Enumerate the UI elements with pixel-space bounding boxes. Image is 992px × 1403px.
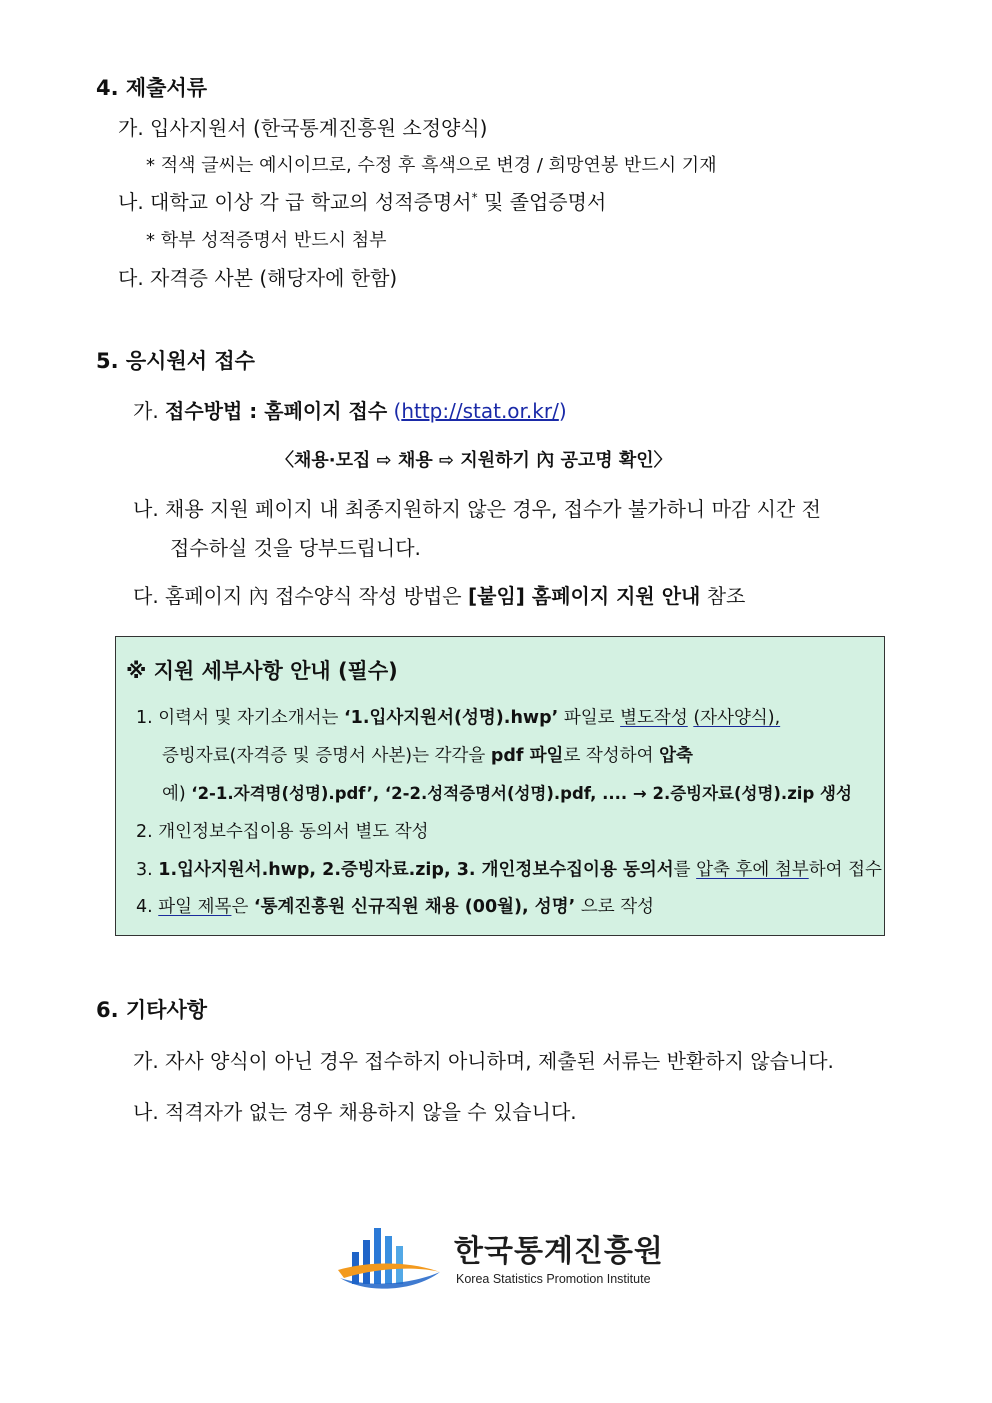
kospi-logo [336, 1222, 666, 1297]
paren-open: ( [393, 399, 402, 423]
section-4-note-na: * 학부 성적증명서 반드시 첨부 [146, 230, 387, 251]
item-na-tail: 및 졸업증명서 [477, 190, 607, 214]
l5-c: 를 [673, 860, 697, 880]
section-5-item-na-line1: 나. 채용 지원 페이지 내 최종지원하지 않은 경우, 접수가 불가하니 마감 시간 전 [133, 497, 821, 521]
l1-c: 파일로 [558, 708, 621, 728]
l3-b: ‘2-1.자격명(성명).pdf’, ‘2-2.성적증명서(성명).pdf, .... → 2.증빙자료(성명).zip 생성 [191, 784, 852, 803]
notice-line-2 [162, 742, 693, 767]
section-5-item-da [133, 580, 745, 609]
l1-a: 1. 이력서 및 자기소개서는 [136, 708, 344, 728]
l3-a: 예) [162, 784, 192, 804]
l6-e: 으로 작성 [575, 897, 655, 917]
notice-title: ※ 지원 세부사항 안내 (필수) [126, 659, 398, 683]
l5-b: 1.입사지원서.hwp, 2.증빙자료.zip, 3. 개인정보수집이용 동의서 [158, 860, 674, 880]
paren-close: ) [558, 399, 567, 423]
l2-a: 증빙자료(자격증 및 증명서 사본)는 각각을 [162, 746, 491, 766]
da-prefix: 다. 홈페이지 內 접수양식 작성 방법은 [133, 584, 468, 608]
section-4-item-ga: 가. 입사지원서 (한국통계진흥원 소정양식) [118, 116, 488, 140]
l5-e: 하여 접수 [808, 860, 882, 880]
section-6-heading: 6. 기타사항 [96, 998, 208, 1022]
l2-d: 압축 [659, 746, 693, 766]
section-6-item-ga: 가. 자사 양식이 아닌 경우 접수하지 아니하며, 제출된 서류는 반환하지 않습니다. [133, 1049, 834, 1073]
item-na-text: 나. 대학교 이상 각 급 학교의 성적증명서 [118, 190, 472, 214]
notice-line-5 [136, 856, 882, 881]
section-5-heading: 5. 응시원서 접수 [96, 349, 255, 373]
l2-b: pdf 파일 [490, 746, 564, 766]
l6-a: 4. [136, 897, 159, 917]
logo-mark-icon [336, 1222, 448, 1297]
section-4-item-na [118, 186, 606, 215]
l1-d: 별도작성 [620, 708, 688, 728]
ga-prefix: 가. [133, 399, 166, 423]
da-bold: [붙임] 홈페이지 지원 안내 [467, 584, 701, 608]
l5-d: 압축 후에 첨부 [696, 860, 809, 880]
logo-name-ko: 한국통계진흥원 [454, 1234, 664, 1269]
l5-a: 3. [136, 860, 159, 880]
section-4-heading: 4. 제출서류 [96, 76, 208, 100]
application-path: 〈채용·모집 ⇨ 채용 ⇨ 지원하기 內 공고명 확인〉 [276, 450, 672, 471]
l1-f: (자사양식), [693, 708, 781, 728]
footnote-marker: * [471, 190, 478, 205]
section-4-item-da: 다. 자격증 사본 (해당자에 한함) [118, 266, 398, 290]
logo-name-en: Korea Statistics Promotion Institute [456, 1272, 651, 1286]
notice-line-6 [136, 893, 654, 918]
da-suffix: 참조 [700, 584, 746, 608]
notice-line-1 [136, 704, 780, 729]
l2-c: 로 작성하여 [563, 746, 660, 766]
homepage-link[interactable]: http://stat.or.kr/ [401, 399, 559, 423]
notice-line-4: 2. 개인정보수집이용 동의서 별도 작성 [136, 822, 429, 842]
section-4-note-ga: * 적색 글씨는 예시이므로, 수정 후 흑색으로 변경 / 희망연봉 반드시 기재 [146, 155, 717, 176]
l6-d: ‘통계진흥원 신규직원 채용 (00월), 성명’ [253, 897, 576, 917]
l6-b: 파일 제목 [158, 897, 232, 917]
notice-line-3 [162, 780, 852, 805]
section-6-item-na: 나. 적격자가 없는 경우 채용하지 않을 수 있습니다. [133, 1100, 577, 1124]
l6-c: 은 [231, 897, 254, 917]
notice-box [115, 636, 885, 936]
l1-b: ‘1.입사지원서(성명).hwp’ [344, 708, 559, 728]
section-5-item-ga [133, 395, 567, 424]
section-5-item-na-line2: 접수하실 것을 당부드립니다. [170, 536, 421, 560]
ga-method: 접수방법 : 홈페이지 접수 [165, 399, 388, 423]
